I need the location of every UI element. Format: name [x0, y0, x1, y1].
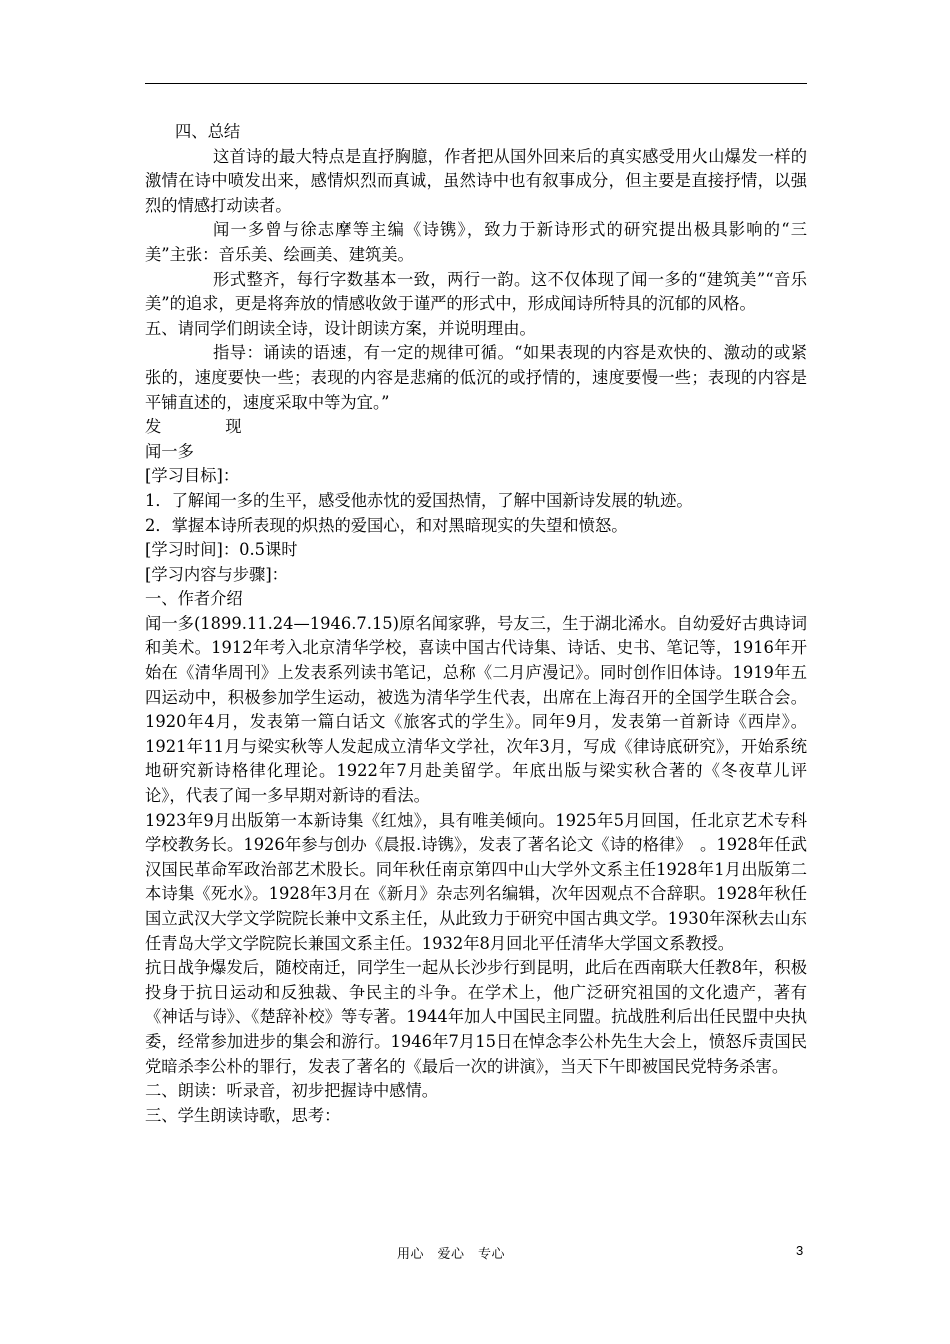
- poem-title-char-2: 现: [225, 417, 242, 437]
- paragraph: 三、学生朗读诗歌，思考：: [145, 1105, 341, 1125]
- paragraph: 2．掌握本诗所表现的炽热的爱国心，和对黑暗现实的失望和愤怒。: [145, 515, 628, 535]
- paragraph: 抗日战争爆发后，随校南迁，同学生一起从长沙步行到昆明，此后在西南联大任教8年，积极投身于抗日运动和反独裁、争民主的斗争。在学术上，他广泛研究祖国的文化遗产，著有《神话与诗》、《楚辞补校》等专著。1944年加人中国民主同盟。抗战胜利后出任民盟中央执委，经常参加进步的集会和游行。1946年7月15日在悼念李公朴先生大会上，愤怒斥责国民党暗杀李公朴的罪行，发表了著名的《最后一次的讲演》，当天下午即被国民党特务杀害。: [145, 958, 807, 1076]
- paragraph: 形式整齐，每行字数基本一致，两行一韵。这不仅体现了闻一多的“建筑美”“音乐美”的追求，更是将奔放的情感收敛于谨严的形式中，形成闻诗所特具的沉郁的风格。: [145, 269, 807, 314]
- paragraph: 1923年9月出版第一本新诗集《红烛》，具有唯美倾向。1925年5月回国，任北京艺术专科学校教务长。1926年参与创办《晨报.诗镌》，发表了著名论文《诗的格律》 。1928年任武汉国民革命军政治部艺术股长。同年秋任南京第四中山大学外文系主任1928年1月出版第二本诗集《死水》。1928年3月在《新月》杂志列名编辑，次年因观点不合辞职。1928年秋任国立武汉大学文学院院长兼中文系主任，从此致力于研究中国古典文学。1930年深秋去山东任青岛大学文学院院长兼国文系主任。1932年8月回北平任清华大学国文系教授。: [145, 810, 807, 953]
- paragraph: 这首诗的最大特点是直抒胸臆，作者把从国外回来后的真实感受用火山爆发一样的激情在诗中喷发出来，感情炽烈而真诚，虽然诗中也有叙事成分，但主要是直接抒情，以强烈的情感打动读者。: [145, 146, 807, 215]
- header-rule: [145, 83, 807, 84]
- paragraph: 闻一多: [145, 441, 194, 461]
- poem-title: [145, 415, 807, 440]
- footer-motto: 用心 爱心 专心: [397, 1247, 506, 1262]
- summary-section: [145, 120, 807, 415]
- paragraph: 1．了解闻一多的生平，感受他赤忱的爱国热情，了解中国新诗发展的轨迹。: [145, 490, 693, 510]
- paragraph: [学习目标]：: [145, 466, 240, 486]
- document-body: [145, 120, 807, 1128]
- paragraph: 指导：诵读的语速，有一定的规律可循。“如果表现的内容是欢快的、激动的或紧张的，速度要快一些；表现的内容是悲痛的低沉的或抒情的，速度要慢一些；表现的内容是平铺直述的，速度采取中等为宜。”: [145, 343, 807, 412]
- paragraph: [学习内容与步骤]：: [145, 564, 288, 584]
- paragraph: 闻一多(1899.11.24—1946.7.15)原名闻家骅，号友三，生于湖北浠水。自幼爱好古典诗词和美术。1912年考入北京清华学校，喜读中国古代诗集、诗话、史书、笔记等，1916年开始在《清华周刊》上发表系列读书笔记，总称《二月庐漫记》。同时创作旧体诗。1919年五四运动中，积极参加学生运动，被选为清华学生代表，出席在上海召开的全国学生联合会。1920年4月，发表第一篇白话文《旅客式的学生》。同年9月，发表第一首新诗《西岸》。1921年11月与梁实秋等人发起成立清华文学社，次年3月，写成《律诗底研究》，开始系统地研究新诗格律化理论。1922年7月赴美留学。年底出版与梁实秋合著的《冬夜草儿评论》，代表了闻一多早期对新诗的看法。: [145, 613, 807, 806]
- paragraph: 一、作者介绍: [145, 589, 243, 609]
- paragraph: [学习时间]：0.5课时: [145, 540, 298, 560]
- study-guide-section: [145, 440, 807, 1129]
- paragraph: 闻一多曾与徐志摩等主编《诗镌》，致力于新诗形式的研究提出极具影响的“三美”主张：音乐美、绘画美、建筑美。: [145, 220, 807, 264]
- paragraph: 五、请同学们朗读全诗，设计朗读方案，并说明理由。: [145, 318, 536, 338]
- page-number: 3: [796, 1243, 804, 1258]
- paragraph: 四、总结: [175, 122, 241, 141]
- paragraph: 二、朗读：听录音，初步把握诗中感情。: [145, 1081, 439, 1101]
- poem-title-char-1: 发: [145, 417, 162, 437]
